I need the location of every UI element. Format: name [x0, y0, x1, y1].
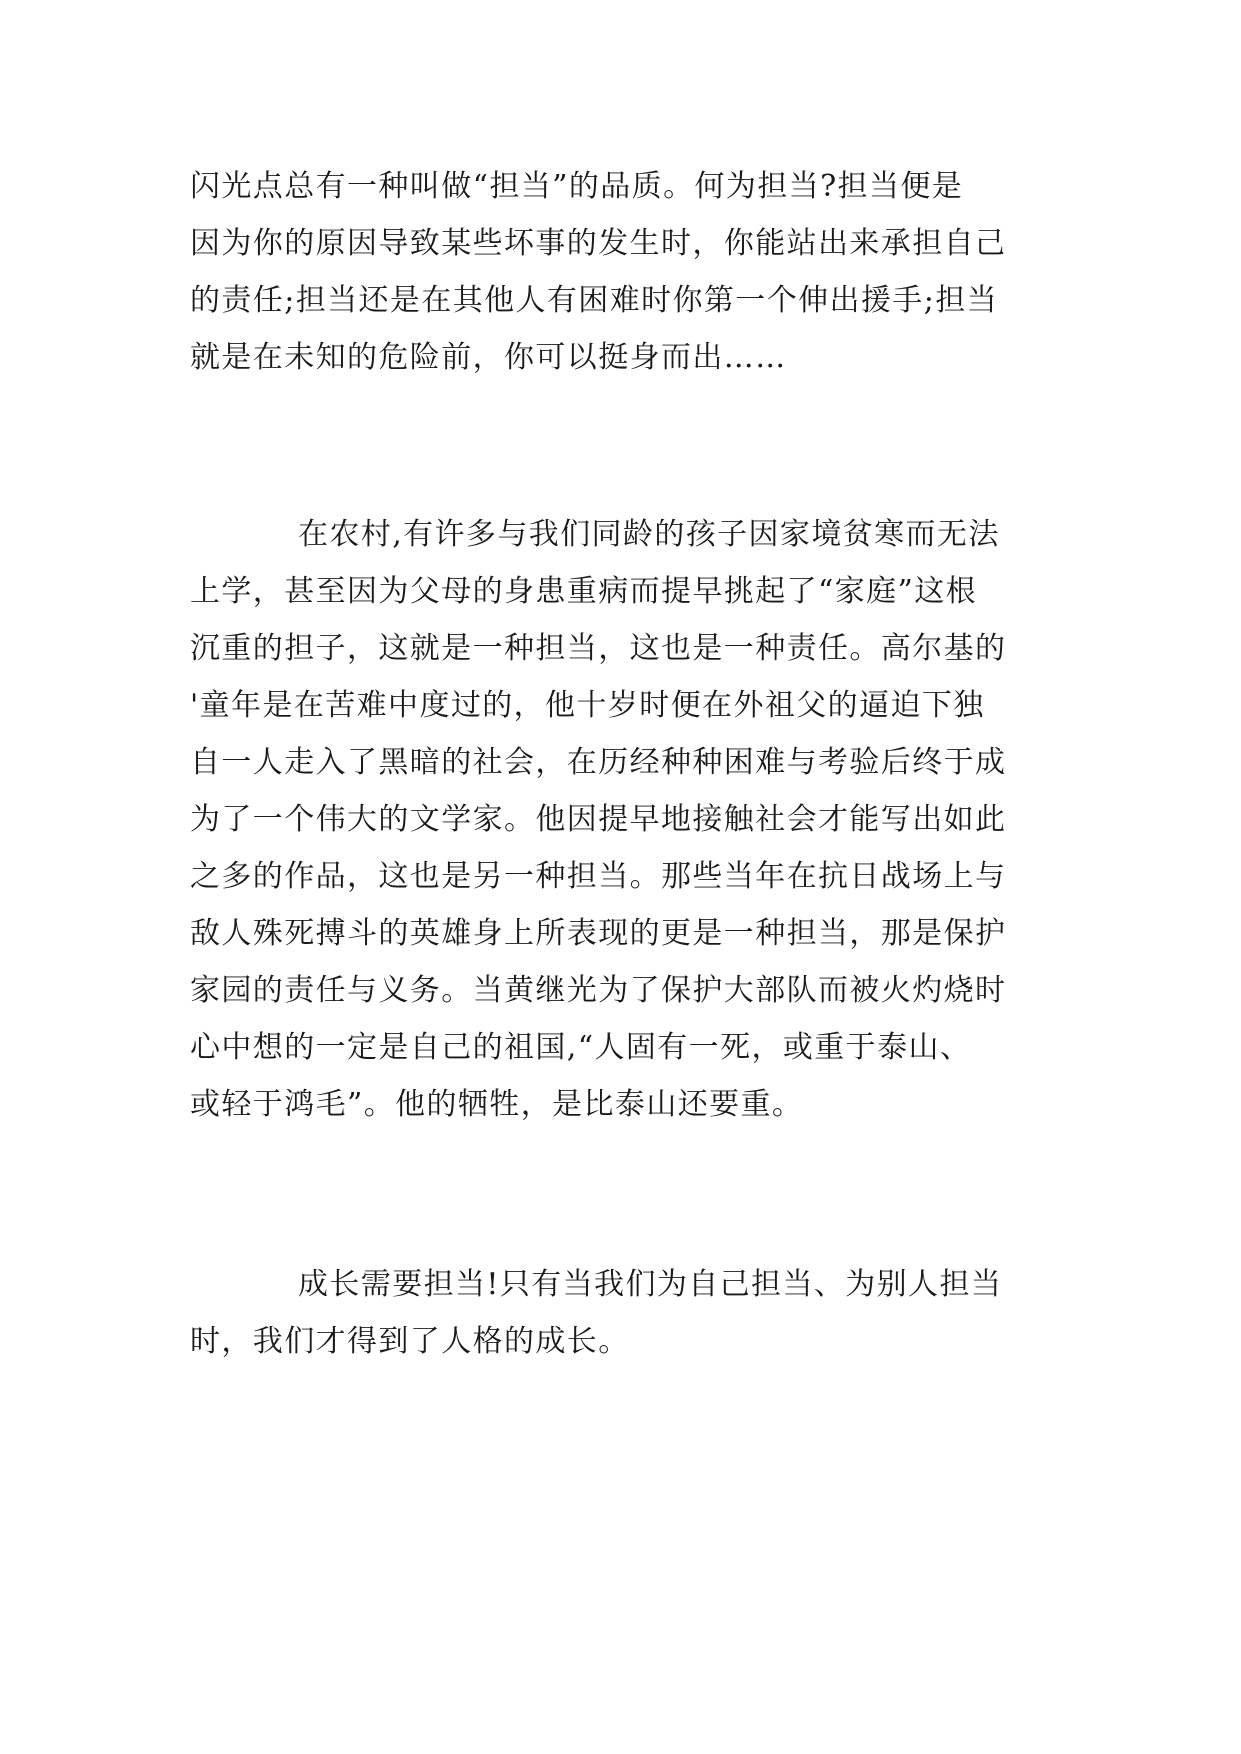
text-line: 心中想的一定是自己的祖国,“人固有一死，或重于泰山、: [190, 1030, 972, 1065]
text-line: '童年是在苦难中度过的，他十岁时便在外祖父的逼迫下独: [190, 688, 985, 723]
text-line: 自一人走入了黑暗的社会，在历经种种困难与考验后终于成: [190, 745, 1007, 780]
text-line: 家园的责任与义务。当黄继光为了保护大部队而被火灼烧时: [190, 973, 1007, 1008]
text-line: 闪光点总有一种叫做“担当”的品质。何为担当?担当便是: [190, 169, 964, 204]
text-line: 因为你的原因导致某些坏事的发生时，你能站出来承担自己: [190, 226, 1007, 261]
text-line: 或轻于鸿毛”。他的牺牲，是比泰山还要重。: [190, 1087, 804, 1122]
text-line: 上学，甚至因为父母的身患重病而提早挑起了“家庭”这根: [190, 574, 978, 609]
text-line: 成长需要担当!只有当我们为自己担当、为别人担当: [298, 1267, 1003, 1302]
text-line: 在农村,有许多与我们同龄的孩子因家境贫寒而无法: [298, 517, 1000, 552]
text-line: 敌人殊死搏斗的英雄身上所表现的更是一种担当，那是保护: [190, 916, 1007, 951]
text-line: 就是在未知的危险前，你可以挺身而出……: [190, 340, 787, 375]
text-line: 之多的作品，这也是另一种担当。那些当年在抗日战场上与: [190, 859, 1007, 894]
text-line: 沉重的担子，这就是一种担当，这也是一种责任。高尔基的: [190, 631, 1007, 666]
text-line: 的责任;担当还是在其他人有困难时你第一个伸出援手;担当: [190, 283, 999, 318]
paragraph-2: [190, 506, 1052, 1133]
text-line: 时，我们才得到了人格的成长。: [190, 1324, 630, 1359]
paragraph-3: [190, 1256, 1052, 1370]
text-line: 为了一个伟大的文学家。他因提早地接触社会才能写出如此: [190, 802, 1007, 837]
paragraph-1: [190, 158, 1052, 386]
